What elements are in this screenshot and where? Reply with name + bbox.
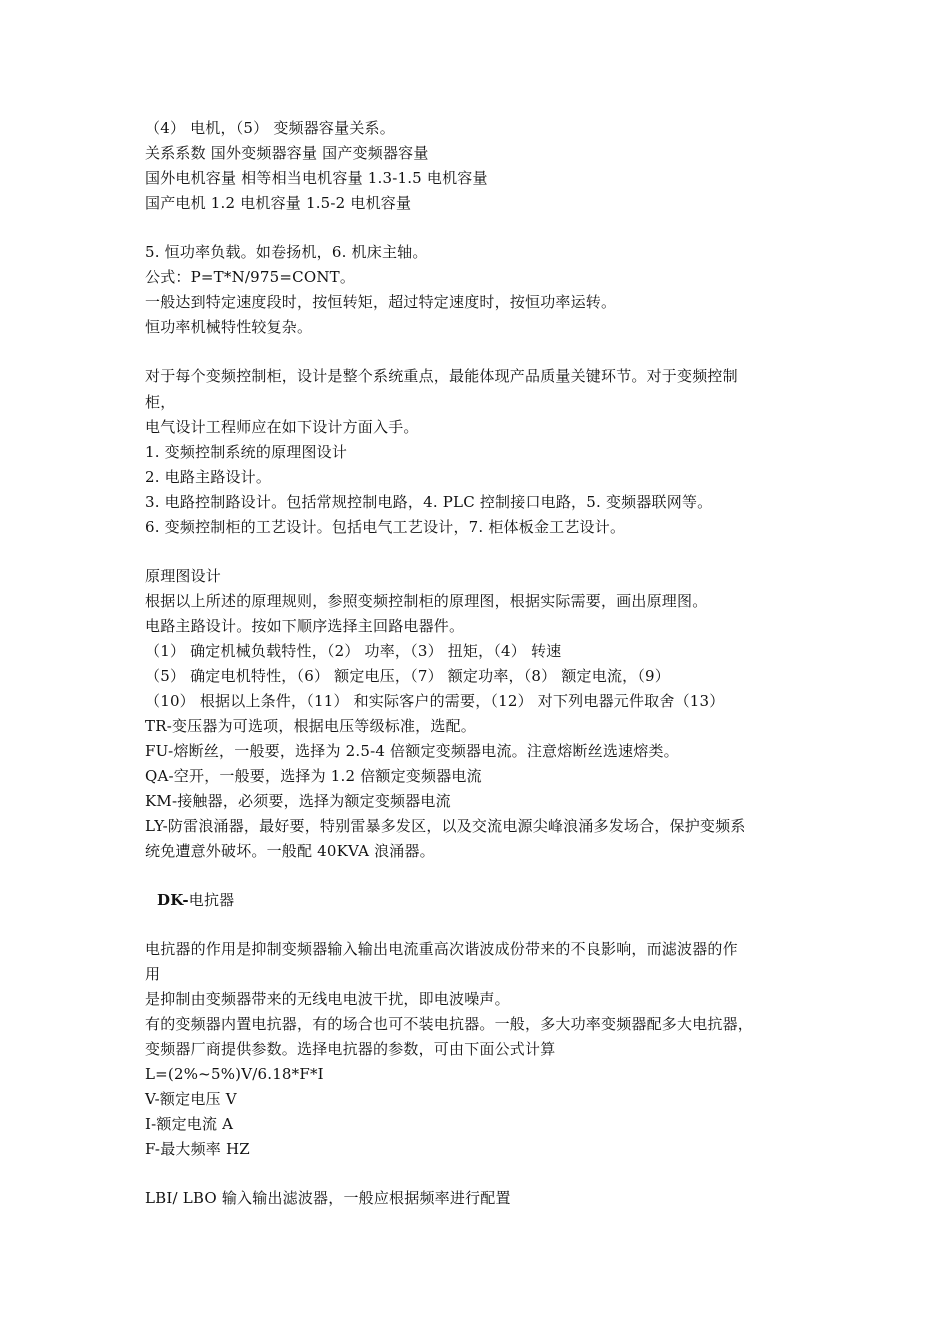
text-line: 统免遭意外破坏。一般配 40KVA 浪涌器。: [145, 842, 435, 860]
text-line: 5. 恒功率负载。如卷扬机，6. 机床主轴。: [145, 243, 428, 261]
text-line: FU-熔断丝，一般要，选择为 2.5-4 倍额定变频器电流。注意熔断丝选速熔类。: [145, 742, 679, 760]
text-line: 2. 电路主路设计。: [145, 468, 272, 486]
text-line: TR-变压器为可选项，根据电压等级标准，选配。: [145, 717, 476, 735]
text-line: （4） 电机，（5） 变频器容量关系。: [145, 119, 395, 137]
text-line: 国产电机 1.2 电机容量 1.5-2 电机容量: [145, 194, 412, 212]
text-line: 3. 电路控制路设计。包括常规控制电路，4. PLC 控制接口电路，5. 变频器联网等。: [145, 493, 713, 511]
text-line: KM-接触器，必须要，选择为额定变频器电流: [145, 792, 451, 810]
text-line: LBI/ LBO 输入输出滤波器，一般应根据频率进行配置: [145, 1189, 511, 1207]
formula-line: L=(2%~5%)V/6.18*F*I: [145, 1065, 324, 1083]
text-line: （1） 确定机械负载特性，（2） 功率，（3） 扭矩，（4） 转速: [145, 642, 562, 660]
text-line: 公式：P=T*N/975=CONT。: [145, 268, 356, 286]
text-line: 用: [145, 965, 161, 983]
section-heading: 原理图设计: [145, 567, 222, 585]
text-line: 国外电机容量 相等相当电机容量 1.3-1.5 电机容量: [145, 169, 488, 187]
text-line: 根据以上所述的原理规则，参照变频控制柜的原理图，根据实际需要，画出原理图。: [145, 592, 708, 610]
text-line: 关系系数 国外变频器容量 国产变频器容量: [145, 144, 429, 162]
text-line: 是抑制由变频器带来的无线电电波干扰，即电波噪声。: [145, 990, 510, 1008]
text-line: V-额定电压 V: [145, 1090, 237, 1108]
text-line: 变频器厂商提供参数。选择电抗器的参数，可由下面公式计算: [145, 1040, 556, 1058]
text-line: LY-防雷浪涌器，最好要，特别雷暴多发区，以及交流电源尖峰浪涌多发场合，保护变频系: [145, 817, 746, 835]
text-line: 电气设计工程师应在如下设计方面入手。: [145, 418, 419, 436]
text-line: （5） 确定电机特性，（6） 额定电压，（7） 额定功率，（8） 额定电流，（9）: [145, 667, 670, 685]
text-line: 电抗器的作用是抑制变频器输入输出电流重高次谐波成份带来的不良影响，而滤波器的作: [145, 940, 738, 958]
text-line: 有的变频器内置电抗器，有的场合也可不装电抗器。一般，多大功率变频器配多大电抗器，: [145, 1015, 754, 1033]
text-line: QA-空开，一般要，选择为 1.2 倍额定变频器电流: [145, 767, 482, 785]
text-line: 电路主路设计。按如下顺序选择主回路电器件。: [145, 617, 465, 635]
text-line: 恒功率机械特性较复杂。: [145, 318, 313, 336]
text-line: 6. 变频控制柜的工艺设计。包括电气工艺设计，7. 柜体板金工艺设计。: [145, 518, 626, 536]
heading-title: 电抗器: [188, 891, 235, 909]
heading-code: DK-: [157, 891, 189, 909]
text-line: 一般达到特定速度段时，按恒转矩，超过特定速度时，按恒功率运转。: [145, 293, 617, 311]
text-line: 1. 变频控制系统的原理图设计: [145, 443, 348, 461]
section-heading: [157, 891, 234, 909]
text-line: 柜，: [145, 393, 176, 411]
text-line: I-额定电流 A: [145, 1115, 234, 1133]
text-line: F-最大频率 HZ: [145, 1140, 250, 1158]
text-line: （10） 根据以上条件，（11） 和实际客户的需要，（12） 对下列电器元件取舍（13）: [145, 692, 725, 710]
text-line: 对于每个变频控制柜，设计是整个系统重点，最能体现产品质量关键环节。对于变频控制: [145, 367, 738, 385]
